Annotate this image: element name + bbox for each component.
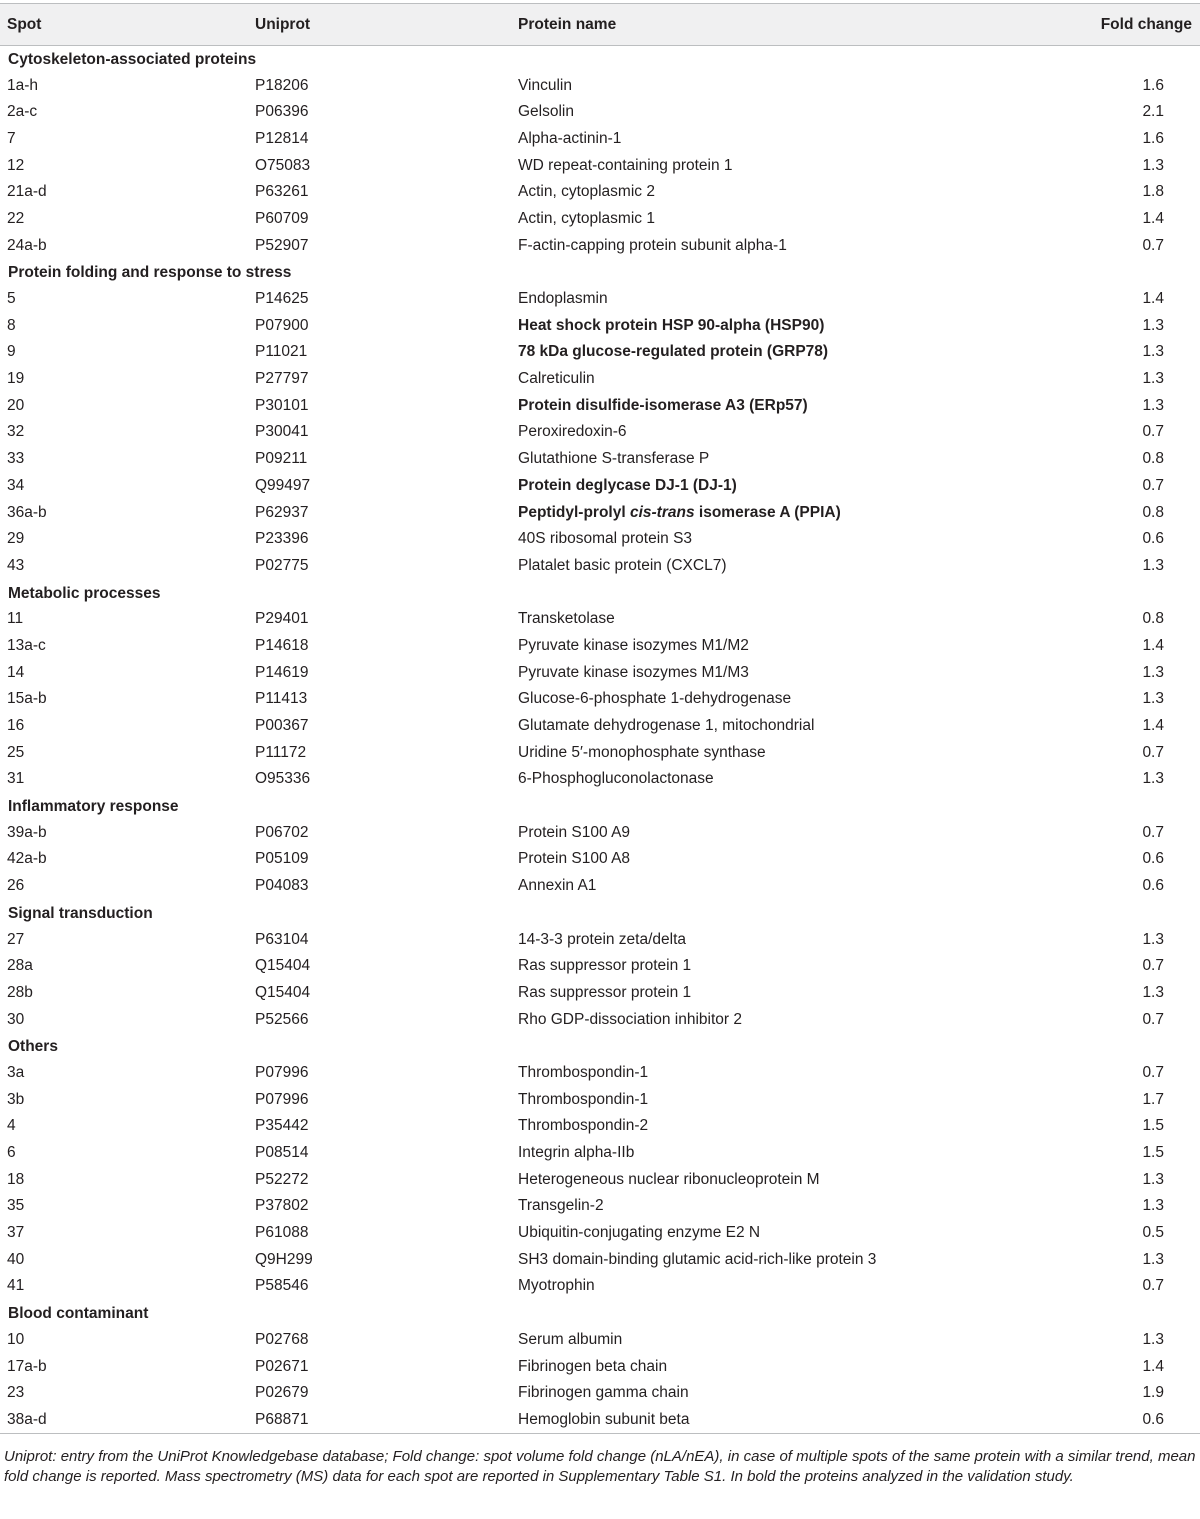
cell-spot: 18 (7, 1170, 25, 1188)
cell-protein-name: Platalet basic protein (CXCL7) (518, 556, 727, 574)
cell-protein-name: Gelsolin (518, 103, 574, 121)
group-header-row (0, 900, 1200, 927)
protein-name-part: Peptidyl-prolyl (518, 503, 630, 521)
table-row (0, 1353, 1200, 1380)
cell-protein-name: F-actin-capping protein subunit alpha-1 (518, 236, 787, 254)
cell-spot: 7 (7, 129, 16, 147)
cell-fold-change: 0.6 (1142, 530, 1164, 548)
cell-protein-name: Vinculin (518, 76, 573, 94)
cell-uniprot: P58546 (255, 1277, 309, 1295)
cell-protein-name: Ras suppressor protein 1 (518, 983, 692, 1001)
group-title: Inflammatory response (8, 798, 179, 816)
table-row (0, 1006, 1200, 1033)
cell-protein-name: Thrombospondin-2 (518, 1117, 649, 1135)
cell-protein-name: Transgelin-2 (518, 1197, 604, 1215)
cell-fold-change: 0.7 (1142, 823, 1164, 841)
table-row (0, 126, 1200, 153)
cell-uniprot: P14619 (255, 663, 309, 681)
cell-uniprot: P23396 (255, 530, 309, 548)
cell-fold-change: 1.4 (1142, 1357, 1164, 1375)
group-title: Signal transduction (8, 904, 153, 922)
cell-uniprot: Q15404 (255, 957, 311, 975)
cell-fold-change: 1.3 (1142, 316, 1164, 334)
cell-uniprot: P29401 (255, 610, 309, 628)
cell-fold-change: 1.4 (1142, 717, 1164, 735)
cell-spot: 5 (7, 290, 16, 308)
cell-fold-change: 1.7 (1142, 1090, 1164, 1108)
group-title: Others (8, 1038, 58, 1056)
cell-uniprot: P68871 (248, 1407, 511, 1434)
cell-uniprot: Q99497 (255, 476, 311, 494)
cell-uniprot: P12814 (255, 129, 309, 147)
table-row (0, 1246, 1200, 1273)
table-row (0, 846, 1200, 873)
cell-protein-name: Uridine 5′-monophosphate synthase (518, 743, 766, 761)
cell-spot: 23 (7, 1384, 25, 1402)
cell-protein-name: Actin, cytoplasmic 2 (518, 183, 655, 201)
cell-fold-change: 1.6 (1142, 76, 1164, 94)
table-row (0, 419, 1200, 446)
cell-fold-change: 1.3 (1142, 370, 1164, 388)
header-protein-name: Protein name (511, 4, 1081, 46)
cell-fold-change: 1.3 (1142, 983, 1164, 1001)
cell-fold-change: 0.7 (1142, 1063, 1164, 1081)
table-row (0, 1086, 1200, 1113)
table-row (0, 179, 1200, 206)
cell-fold-change: 1.3 (1142, 663, 1164, 681)
cell-uniprot: P02775 (255, 556, 309, 574)
cell-protein-name (511, 499, 1081, 526)
cell-protein-name: WD repeat-containing protein 1 (518, 156, 733, 174)
group-title: Blood contaminant (8, 1305, 149, 1323)
table-row (0, 499, 1200, 526)
cell-uniprot: P35442 (255, 1117, 309, 1135)
table-row (0, 1273, 1200, 1300)
cell-fold-change: 1.6 (1142, 129, 1164, 147)
group-header-row (0, 579, 1200, 606)
cell-protein-name: Fibrinogen gamma chain (518, 1384, 689, 1402)
cell-protein-name: Actin, cytoplasmic 1 (518, 209, 655, 227)
table-row (0, 1166, 1200, 1193)
group-title: Cytoskeleton-associated proteins (8, 51, 257, 69)
cell-spot: 38a-d (0, 1407, 248, 1434)
table-row (0, 739, 1200, 766)
table-row (0, 633, 1200, 660)
table-row (0, 446, 1200, 473)
table-row (0, 553, 1200, 580)
table-row (0, 953, 1200, 980)
table-row (0, 659, 1200, 686)
cell-spot: 30 (7, 1010, 25, 1028)
cell-fold-change: 0.7 (1142, 1010, 1164, 1028)
cell-uniprot: P52566 (255, 1010, 309, 1028)
cell-uniprot: P52272 (255, 1170, 309, 1188)
cell-protein-name: SH3 domain-binding glutamic acid-rich-like protein 3 (518, 1250, 877, 1268)
cell-protein-name: Calreticulin (518, 370, 595, 388)
cell-spot: 26 (7, 877, 25, 895)
cell-spot: 41 (7, 1277, 25, 1295)
cell-spot: 12 (7, 156, 25, 174)
table-row (0, 713, 1200, 740)
cell-protein-name: Hemoglobin subunit beta (511, 1407, 1081, 1434)
table-row (0, 339, 1200, 366)
cell-spot: 10 (7, 1330, 25, 1348)
cell-fold-change: 1.3 (1142, 930, 1164, 948)
cell-fold-change: 0.8 (1142, 610, 1164, 628)
table-footnote: Uniprot: entry from the UniProt Knowledgebase database; Fold change: spot volume fold change (nLA/nEA), in case of multiple spots of the same protein with a similar trend, mean fold change is reported. Mass spectrometry (MS) data for each spot are reported in Supplementary Table S1. In bold the proteins analyzed in the validation study. (4, 1448, 1196, 1485)
table-row (0, 873, 1200, 900)
cell-protein-name: Peroxiredoxin-6 (518, 423, 627, 441)
cell-fold-change: 1.3 (1142, 156, 1164, 174)
header-uniprot: Uniprot (248, 4, 511, 46)
cell-fold-change: 0.8 (1142, 450, 1164, 468)
cell-protein-name: Ras suppressor protein 1 (518, 957, 692, 975)
cell-fold-change: 0.8 (1142, 503, 1164, 521)
cell-spot: 4 (7, 1117, 16, 1135)
table-row (0, 232, 1200, 259)
cell-uniprot: P06396 (255, 103, 309, 121)
cell-uniprot: Q9H299 (255, 1250, 313, 1268)
table-row (0, 819, 1200, 846)
group-header-row (0, 1033, 1200, 1060)
table-row (0, 286, 1200, 313)
cell-protein-name: Myotrophin (518, 1277, 595, 1295)
cell-fold-change: 1.4 (1142, 290, 1164, 308)
cell-protein-name: Rho GDP-dissociation inhibitor 2 (518, 1010, 742, 1028)
cell-protein-name: Protein S100 A9 (518, 823, 631, 841)
table-row (0, 926, 1200, 953)
cell-spot: 6 (7, 1144, 16, 1162)
cell-protein-name: Annexin A1 (518, 877, 597, 895)
table-row (0, 766, 1200, 793)
cell-fold-change: 0.6 (1081, 1407, 1200, 1434)
table-row (0, 1327, 1200, 1354)
table-row (0, 1113, 1200, 1140)
cell-protein-name: Protein deglycase DJ-1 (DJ-1) (518, 476, 737, 494)
table-row (0, 99, 1200, 126)
cell-spot: 17a-b (7, 1357, 47, 1375)
cell-uniprot: P61088 (255, 1224, 309, 1242)
cell-fold-change: 0.7 (1142, 476, 1164, 494)
table-row (0, 1060, 1200, 1087)
cell-uniprot: P09211 (255, 450, 308, 468)
cell-spot: 40 (7, 1250, 25, 1268)
table-row (0, 312, 1200, 339)
cell-protein-name: Thrombospondin-1 (518, 1090, 649, 1108)
table-row (0, 473, 1200, 500)
cell-protein-name: 6-Phosphogluconolactonase (518, 770, 714, 788)
group-header-row (0, 793, 1200, 820)
cell-spot: 37 (7, 1224, 25, 1242)
cell-fold-change: 1.3 (1142, 1250, 1164, 1268)
cell-fold-change: 1.3 (1142, 1197, 1164, 1215)
cell-uniprot: P14625 (255, 290, 309, 308)
table-row (0, 1380, 1200, 1407)
group-title: Metabolic processes (8, 584, 161, 602)
cell-spot: 9 (7, 343, 16, 361)
cell-uniprot: P30041 (255, 423, 309, 441)
cell-uniprot: P37802 (255, 1197, 309, 1215)
cell-uniprot: P06702 (255, 823, 309, 841)
table-row (0, 1220, 1200, 1247)
cell-fold-change: 1.5 (1142, 1144, 1164, 1162)
cell-fold-change: 0.7 (1142, 423, 1164, 441)
cell-fold-change: 1.3 (1142, 556, 1164, 574)
cell-uniprot: P07996 (255, 1090, 309, 1108)
cell-fold-change: 1.5 (1142, 1117, 1164, 1135)
cell-spot: 29 (7, 530, 25, 548)
cell-uniprot: P11413 (255, 690, 308, 708)
cell-spot: 20 (7, 396, 25, 414)
cell-uniprot: O75083 (255, 156, 311, 174)
cell-spot: 11 (7, 610, 24, 628)
cell-spot: 16 (7, 717, 25, 735)
table-row (0, 980, 1200, 1007)
cell-spot: 31 (7, 770, 25, 788)
cell-spot: 28b (7, 983, 33, 1001)
group-header-row (0, 1300, 1200, 1327)
cell-spot: 21a-d (7, 183, 47, 201)
cell-fold-change: 0.6 (1142, 850, 1164, 868)
cell-protein-name: Protein S100 A8 (518, 850, 631, 868)
cell-fold-change: 1.3 (1142, 1170, 1164, 1188)
cell-protein-name: Glucose-6-phosphate 1-dehydrogenase (518, 690, 792, 708)
table-row (0, 1193, 1200, 1220)
cell-fold-change: 0.7 (1142, 957, 1164, 975)
cell-spot: 15a-b (7, 690, 47, 708)
protein-name-part: isomerase A (PPIA) (694, 503, 841, 521)
cell-uniprot: P60709 (255, 209, 309, 227)
cell-uniprot: P02679 (255, 1384, 309, 1402)
cell-fold-change: 1.4 (1142, 636, 1164, 654)
cell-uniprot: P07900 (255, 316, 309, 334)
cell-protein-name: Fibrinogen beta chain (518, 1357, 668, 1375)
cell-protein-name: Thrombospondin-1 (518, 1063, 649, 1081)
cell-spot: 42a-b (7, 850, 47, 868)
cell-uniprot: O95336 (255, 770, 311, 788)
cell-protein-name: Integrin alpha-IIb (518, 1144, 635, 1162)
cell-protein-name: Protein disulfide-isomerase A3 (ERp57) (518, 396, 808, 414)
cell-fold-change: 1.3 (1142, 396, 1164, 414)
table-header-row (0, 4, 1200, 46)
group-header-row (0, 259, 1200, 286)
cell-uniprot: P02671 (255, 1357, 309, 1375)
cell-spot: 1a-h (7, 76, 39, 94)
cell-uniprot: P11172 (255, 743, 307, 761)
cell-spot: 39a-b (7, 823, 47, 841)
cell-uniprot: P11021 (255, 343, 308, 361)
cell-protein-name: Heterogeneous nuclear ribonucleoprotein M (518, 1170, 820, 1188)
cell-protein-name: Heat shock protein HSP 90-alpha (HSP90) (518, 316, 825, 334)
cell-protein-name: Ubiquitin-conjugating enzyme E2 N (518, 1224, 761, 1242)
cell-uniprot: P07996 (255, 1063, 309, 1081)
cell-protein-name: Glutathione S-transferase P (518, 450, 710, 468)
cell-uniprot: P63261 (255, 183, 309, 201)
cell-fold-change: 0.7 (1142, 1277, 1164, 1295)
table-row (0, 606, 1200, 633)
cell-fold-change: 0.7 (1142, 236, 1164, 254)
cell-spot: 35 (7, 1197, 25, 1215)
cell-spot: 14 (7, 663, 25, 681)
cell-fold-change: 1.8 (1142, 183, 1164, 201)
cell-spot: 3b (7, 1090, 25, 1108)
cell-protein-name: Glutamate dehydrogenase 1, mitochondrial (518, 717, 815, 735)
table-body (0, 46, 1200, 1434)
cell-uniprot: P30101 (255, 396, 309, 414)
cell-spot: 27 (7, 930, 25, 948)
table-row (0, 1407, 1200, 1434)
cell-uniprot: P04083 (255, 877, 309, 895)
cell-fold-change: 1.9 (1142, 1384, 1164, 1402)
cell-fold-change: 1.3 (1142, 770, 1164, 788)
cell-spot: 13a-c (7, 636, 46, 654)
cell-protein-name: Transketolase (518, 610, 615, 628)
header-fold-change: Fold change (1081, 4, 1200, 46)
cell-fold-change: 1.3 (1142, 343, 1164, 361)
cell-spot: 8 (7, 316, 16, 334)
protein-name-italic-part: cis-trans (629, 503, 695, 521)
protein-table (0, 3, 1200, 1434)
cell-uniprot: P18206 (255, 76, 309, 94)
cell-fold-change: 1.3 (1142, 1330, 1164, 1348)
group-header-row (0, 46, 1200, 73)
table-row (0, 366, 1200, 393)
table-row (0, 392, 1200, 419)
cell-protein-name: Alpha-actinin-1 (518, 129, 622, 147)
cell-spot: 22 (7, 209, 25, 227)
header-spot: Spot (0, 4, 248, 46)
protein-table-container (0, 3, 1200, 1434)
cell-uniprot: Q15404 (255, 983, 311, 1001)
table-row (0, 206, 1200, 233)
cell-fold-change: 2.1 (1142, 103, 1164, 121)
cell-fold-change: 1.4 (1142, 209, 1164, 227)
cell-uniprot: P02768 (255, 1330, 309, 1348)
cell-uniprot: P62937 (255, 503, 309, 521)
table-row (0, 686, 1200, 713)
cell-uniprot: P00367 (255, 717, 309, 735)
cell-fold-change: 0.5 (1142, 1224, 1164, 1242)
cell-fold-change: 0.6 (1142, 877, 1164, 895)
cell-protein-name: 78 kDa glucose-regulated protein (GRP78) (518, 343, 829, 361)
cell-protein-name: 40S ribosomal protein S3 (518, 530, 693, 548)
table-row (0, 1140, 1200, 1167)
cell-spot: 28a (7, 957, 33, 975)
cell-uniprot: P27797 (255, 370, 309, 388)
cell-spot: 34 (7, 476, 25, 494)
cell-spot: 36a-b (7, 503, 47, 521)
group-title: Protein folding and response to stress (8, 264, 292, 282)
cell-uniprot: P63104 (255, 930, 309, 948)
cell-uniprot: P08514 (255, 1144, 309, 1162)
cell-uniprot: P14618 (255, 636, 309, 654)
cell-protein-name: Serum albumin (518, 1330, 623, 1348)
cell-uniprot: P52907 (255, 236, 309, 254)
table-row (0, 152, 1200, 179)
cell-fold-change: 0.7 (1142, 743, 1164, 761)
cell-protein-name: Endoplasmin (518, 290, 608, 308)
cell-spot: 3a (7, 1063, 25, 1081)
cell-protein-name: Pyruvate kinase isozymes M1/M3 (518, 663, 749, 681)
table-row (0, 526, 1200, 553)
cell-spot: 32 (7, 423, 25, 441)
cell-uniprot: P05109 (255, 850, 309, 868)
table-row (0, 72, 1200, 99)
cell-spot: 25 (7, 743, 25, 761)
cell-spot: 33 (7, 450, 25, 468)
cell-spot: 43 (7, 556, 25, 574)
cell-spot: 19 (7, 370, 25, 388)
cell-protein-name: 14-3-3 protein zeta/delta (518, 930, 687, 948)
cell-protein-name: Pyruvate kinase isozymes M1/M2 (518, 636, 749, 654)
cell-spot: 24a-b (7, 236, 47, 254)
cell-fold-change: 1.3 (1142, 690, 1164, 708)
cell-spot: 2a-c (7, 103, 38, 121)
